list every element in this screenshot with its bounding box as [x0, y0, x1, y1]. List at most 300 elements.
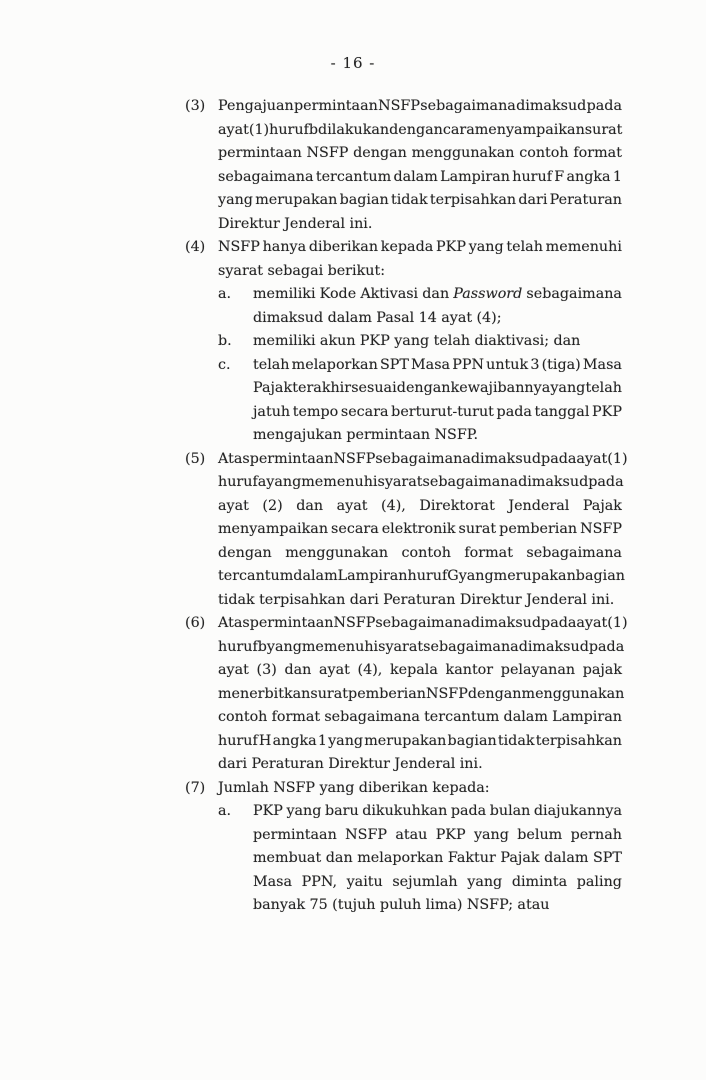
- word: huruf: [407, 568, 448, 584]
- word: 1: [317, 732, 327, 749]
- word: tidak: [497, 732, 535, 749]
- word: dari: [218, 756, 248, 772]
- word: NSFP: [345, 826, 387, 843]
- word: PKP: [592, 403, 622, 420]
- word: yang: [319, 779, 355, 796]
- word: Peraturan: [251, 756, 324, 772]
- word: hanya: [262, 239, 307, 255]
- word: memiliki: [253, 286, 316, 302]
- word: permintaan: [294, 98, 378, 114]
- word: ini.: [459, 756, 483, 772]
- word: dengan: [353, 145, 407, 161]
- word: permintaan: [249, 615, 334, 631]
- text-line: [218, 683, 625, 707]
- text-line: [253, 800, 622, 824]
- word: Jumlah: [218, 779, 269, 796]
- word: PPN: [452, 356, 484, 373]
- sub-item-letter: c.: [218, 356, 231, 373]
- paragraph: [185, 777, 622, 918]
- word: atau: [395, 826, 428, 843]
- word: huruf: [269, 121, 309, 138]
- word: pernah: [570, 826, 622, 843]
- word: contoh: [519, 145, 569, 161]
- text-line: [253, 377, 622, 401]
- word: NSFP: [306, 145, 349, 161]
- word: Pajak: [582, 497, 622, 514]
- word: kewajibannya: [450, 380, 551, 396]
- word: ini.: [591, 591, 615, 608]
- word: ayat: [218, 662, 249, 678]
- word: Direktur: [328, 756, 390, 772]
- word: tempo: [292, 403, 339, 420]
- word: akun: [319, 333, 356, 349]
- word: NSFP.: [434, 427, 479, 443]
- word: dan: [553, 333, 581, 349]
- word: b: [257, 638, 267, 655]
- word: dan: [284, 662, 312, 678]
- word: dari: [518, 192, 548, 208]
- word: dilakukan: [318, 121, 390, 138]
- word: contoh: [218, 709, 268, 725]
- word: (tiga): [541, 356, 581, 373]
- paragraph-number: (3): [185, 98, 206, 114]
- word: banyak: [253, 897, 306, 913]
- sub-item: [218, 800, 622, 918]
- word: kepada: [380, 239, 434, 255]
- word: dengan: [396, 380, 451, 396]
- text-line: [218, 236, 622, 260]
- sub-item: [218, 330, 622, 354]
- word: pada: [586, 98, 622, 114]
- page-number: - 16 -: [330, 54, 376, 72]
- word: sebagaimana: [526, 286, 622, 302]
- word: tercantum: [424, 709, 500, 725]
- sub-item-text: [253, 330, 622, 354]
- word: sebagai: [267, 262, 324, 279]
- word: Pajak: [500, 850, 540, 866]
- word: Masa: [253, 873, 293, 890]
- word: puluh: [379, 897, 422, 913]
- word: yang: [468, 239, 504, 255]
- word: yang: [550, 380, 586, 396]
- text-line: [218, 636, 625, 660]
- word: sebagaimana: [423, 638, 519, 655]
- word: G: [447, 568, 459, 584]
- text-line: [253, 330, 622, 354]
- text-line: [253, 824, 622, 848]
- word: berturut-turut: [391, 403, 494, 420]
- text-line: [253, 894, 622, 918]
- word: bagian: [575, 568, 625, 584]
- word: yang: [218, 192, 253, 208]
- word: memenuhi: [545, 239, 622, 255]
- text-line: [253, 424, 622, 448]
- word: terpisahkan: [259, 591, 346, 608]
- word: huruf: [218, 638, 258, 655]
- word: pajak: [582, 662, 622, 678]
- word: ayat: [576, 615, 608, 631]
- word: dalam: [293, 568, 338, 584]
- text-line: [218, 706, 622, 730]
- word: menerbitkan: [218, 685, 311, 702]
- word: dalam: [544, 850, 589, 866]
- text-line: [218, 730, 622, 754]
- word: dimaksud: [516, 98, 587, 114]
- word: menyampaikan: [218, 521, 329, 537]
- paragraph-number: (7): [185, 779, 206, 796]
- word: sebagaimana: [324, 709, 420, 725]
- paragraph-text: [218, 236, 622, 448]
- word: surat: [310, 685, 349, 702]
- paragraph-number: (4): [185, 239, 206, 255]
- word: permintaan: [346, 427, 431, 443]
- word: bagian: [339, 192, 389, 208]
- word: Direktorat: [419, 497, 495, 514]
- word: yang: [458, 568, 494, 584]
- word: Jenderal: [508, 497, 570, 514]
- word: paling: [576, 873, 622, 890]
- word: cara: [442, 121, 475, 138]
- word: Jenderal: [526, 591, 588, 608]
- word: pada: [450, 803, 487, 819]
- word: Peraturan: [549, 192, 622, 208]
- word: tidak: [218, 591, 255, 608]
- word: angka: [272, 732, 317, 749]
- word: (4),: [381, 497, 406, 514]
- word: Pengajuan: [218, 98, 294, 114]
- word: PPN,: [301, 873, 338, 890]
- word: Jenderal: [284, 215, 346, 232]
- word: pada: [588, 638, 625, 655]
- word: sebagaimana: [375, 615, 471, 631]
- word: (1): [607, 615, 628, 631]
- text-line: [253, 871, 622, 895]
- word: PKP: [436, 239, 466, 255]
- sub-item-text: [253, 800, 622, 918]
- word: bagian: [447, 732, 497, 749]
- word: pada: [588, 474, 624, 490]
- word: Peraturan: [383, 591, 456, 608]
- sub-item-letter: a.: [218, 286, 232, 302]
- word: ayat: [576, 450, 608, 467]
- paragraph: [185, 448, 628, 613]
- word: ayat: [319, 662, 350, 678]
- word: permintaan: [218, 145, 302, 161]
- word: pada: [541, 615, 577, 631]
- text-line: [218, 189, 622, 213]
- word: Kode: [319, 286, 357, 302]
- word: pemberian: [499, 521, 578, 537]
- paragraph: [185, 95, 622, 236]
- word: sebagaimana: [375, 450, 471, 467]
- text-line: [218, 166, 622, 190]
- word: (1): [607, 450, 628, 467]
- word: Aktivasi: [360, 286, 419, 302]
- text-line: [218, 612, 628, 636]
- word: Atas: [218, 615, 250, 631]
- word: b: [308, 121, 319, 138]
- word: PKP: [359, 333, 390, 349]
- text-line: [218, 659, 622, 683]
- word: dengan: [467, 685, 522, 702]
- sub-item-letter: b.: [218, 333, 232, 349]
- word: Lampiran: [337, 568, 408, 584]
- word: diaktivasi;: [474, 333, 550, 349]
- word: Pajak: [253, 380, 293, 396]
- sub-item-text: [253, 354, 622, 448]
- word: syarat: [377, 474, 423, 490]
- word: Atas: [218, 450, 250, 467]
- word: NSFP: [580, 521, 622, 537]
- text-line: [218, 448, 628, 472]
- word: 1: [612, 168, 622, 185]
- word: syarat: [378, 638, 424, 655]
- paragraph-text: [218, 777, 622, 918]
- word: dimaksud: [518, 638, 589, 655]
- text-line: [253, 354, 622, 378]
- word: (4),: [357, 662, 383, 678]
- word: (1): [248, 121, 270, 138]
- word: telah: [585, 380, 622, 396]
- word: diberikan: [358, 779, 428, 796]
- text-line: [218, 142, 622, 166]
- word: dimaksud: [470, 450, 542, 467]
- text-line: [218, 753, 622, 777]
- word: terakhir: [292, 380, 352, 396]
- word: bulan: [489, 803, 531, 819]
- word: menggunakan: [285, 544, 389, 561]
- word: yang: [467, 873, 503, 890]
- word: tidak: [390, 192, 428, 208]
- sub-item-letter: a.: [218, 803, 232, 819]
- word: berikut:: [327, 262, 386, 279]
- word: dari: [349, 591, 379, 608]
- word: dalam: [393, 168, 438, 185]
- word: yang: [286, 803, 322, 819]
- word: sebagaimana: [420, 98, 516, 114]
- text-line: [218, 471, 622, 495]
- word: contoh: [401, 544, 451, 561]
- word: Masa: [411, 356, 451, 373]
- word: Lampiran: [552, 709, 622, 725]
- text-line: [218, 260, 622, 284]
- word: tercantum: [315, 168, 392, 185]
- paragraph-number: (5): [185, 450, 206, 467]
- word: ayat: [218, 121, 249, 138]
- word: NSFP: [273, 779, 316, 796]
- text-line: [218, 518, 622, 542]
- word: melaporkan: [357, 850, 444, 866]
- word: permintaan: [249, 450, 334, 467]
- word: yang: [266, 638, 302, 655]
- word: dan: [325, 850, 353, 866]
- sub-item: [218, 283, 622, 330]
- word: format: [271, 709, 321, 725]
- word: huruf: [218, 474, 258, 490]
- word: SPT: [593, 850, 622, 866]
- word: merupakan: [255, 192, 338, 208]
- word: ayat: [218, 497, 249, 514]
- word: atau: [517, 897, 550, 913]
- word: telah: [253, 356, 290, 373]
- word: menggunakan: [521, 685, 625, 702]
- paragraph-text: [218, 448, 628, 613]
- word: sebagaimana: [422, 474, 519, 490]
- word: (3): [256, 662, 277, 678]
- word: merupakan: [493, 568, 576, 584]
- text-line: [253, 307, 622, 331]
- word: lima): [425, 897, 463, 913]
- text-line: [253, 847, 622, 871]
- word: terpisahkan: [535, 732, 622, 749]
- word: (4);: [476, 309, 502, 326]
- word: untuk: [486, 356, 529, 373]
- word: NSFP;: [466, 897, 514, 913]
- word: yang: [394, 333, 430, 349]
- word: surat: [458, 521, 497, 537]
- text-line: [218, 777, 622, 801]
- text-line: [253, 283, 622, 307]
- word: ini.: [349, 215, 373, 232]
- sub-item-text: [253, 283, 622, 330]
- word: pemberian: [348, 685, 426, 702]
- word: tanggal: [534, 403, 590, 420]
- word: secara: [331, 521, 379, 537]
- word: dikukuhkan: [362, 803, 448, 819]
- word: jatuh: [253, 403, 291, 420]
- word: huruf: [512, 168, 552, 185]
- word: huruf: [218, 732, 258, 749]
- text-line: [218, 213, 622, 237]
- word: F: [554, 168, 565, 185]
- word: membuat: [253, 850, 322, 866]
- paragraph: [185, 236, 622, 448]
- word: Faktur: [447, 850, 496, 866]
- word: 75: [309, 897, 328, 913]
- word: 14: [418, 309, 437, 326]
- word: (2): [262, 497, 283, 514]
- word: kepada:: [432, 779, 490, 796]
- word: NSFP: [333, 615, 376, 631]
- word: pada: [541, 450, 577, 467]
- word: secara: [340, 403, 389, 420]
- word: sejumlah: [392, 873, 458, 890]
- word: dimaksud: [470, 615, 542, 631]
- word: sesuai: [351, 380, 397, 396]
- word: mengajukan: [253, 427, 342, 443]
- word: PKP: [435, 826, 466, 843]
- word: dalam: [503, 709, 548, 725]
- word: ayat: [336, 497, 368, 514]
- word: sebagaimana: [526, 544, 622, 561]
- word: terpisahkan: [429, 192, 517, 208]
- word: yaitu: [346, 873, 383, 890]
- word: (tujuh: [332, 897, 376, 913]
- word: Direktur: [218, 215, 280, 232]
- text-line: [253, 401, 622, 425]
- word: format: [573, 145, 622, 161]
- text-line: [218, 95, 622, 119]
- word: NSFP: [425, 685, 468, 702]
- paragraph: [185, 612, 628, 777]
- document-body: [185, 95, 628, 918]
- word: menggunakan: [411, 145, 515, 161]
- word: Direktur: [459, 591, 522, 608]
- word: diminta: [511, 873, 568, 890]
- word: format: [464, 544, 513, 561]
- sub-item: [218, 354, 622, 448]
- word: PKP: [253, 803, 283, 819]
- word: kepala: [389, 662, 438, 678]
- word: dan: [296, 497, 324, 514]
- word: dalam: [327, 309, 372, 326]
- word: memenuhi: [301, 474, 378, 490]
- word: dengan: [218, 544, 272, 561]
- word: permintaan: [253, 826, 337, 843]
- word: pelayanan: [500, 662, 576, 678]
- paragraph-text: [218, 95, 622, 236]
- paragraph-number: (6): [185, 615, 206, 631]
- text-line: [218, 542, 622, 566]
- word: baru: [324, 803, 359, 819]
- word: dengan: [389, 121, 443, 138]
- word: Masa: [582, 356, 622, 373]
- word: NSFP: [378, 98, 420, 114]
- word: yang: [328, 732, 364, 749]
- text-line: [218, 589, 622, 613]
- word: ayat: [441, 309, 473, 326]
- word: dan: [422, 286, 450, 302]
- word: memenuhi: [301, 638, 379, 655]
- word: Jenderal: [394, 756, 456, 772]
- text-line: [218, 565, 625, 589]
- word: H: [258, 732, 272, 749]
- word: menyampaikan: [474, 121, 585, 138]
- word: memiliki: [253, 333, 316, 349]
- word: dimaksud: [253, 309, 324, 326]
- word: angka: [566, 168, 611, 185]
- word: telah: [433, 333, 471, 349]
- word: dimaksud: [518, 474, 589, 490]
- word: Pasal: [376, 309, 415, 326]
- word: a: [257, 474, 267, 490]
- word: NSFP: [218, 239, 260, 255]
- word: yang: [266, 474, 302, 490]
- word: diajukannya: [533, 803, 622, 819]
- word: surat: [584, 121, 623, 138]
- word: 3: [530, 356, 540, 373]
- word: tercantum: [218, 568, 294, 584]
- text-line: [218, 119, 622, 143]
- word: syarat: [218, 262, 264, 279]
- word: merupakan: [364, 732, 447, 749]
- word: telah: [506, 239, 543, 255]
- paragraph-text: [218, 612, 628, 777]
- word: yang: [473, 826, 509, 843]
- word: melaporkan: [291, 356, 378, 373]
- word: SPT: [379, 356, 409, 373]
- word: Password: [453, 286, 523, 302]
- word: elektronik: [381, 521, 456, 537]
- word: pada: [496, 403, 532, 420]
- word: diberikan: [308, 239, 379, 255]
- word: kantor: [445, 662, 494, 678]
- word: Lampiran: [440, 168, 510, 185]
- text-line: [218, 495, 622, 519]
- word: NSFP: [333, 450, 376, 467]
- word: belum: [517, 826, 563, 843]
- word: sebagaimana: [218, 168, 314, 185]
